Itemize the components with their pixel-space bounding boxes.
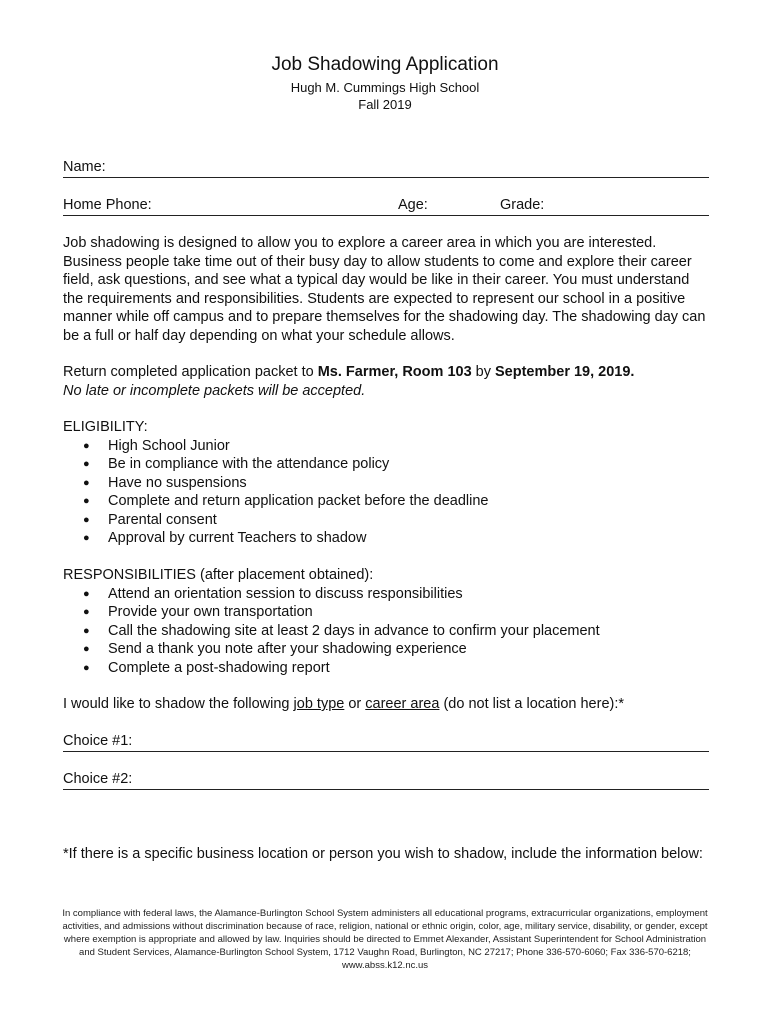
return-instructions	[63, 363, 713, 400]
list-item: ● Complete a post-shadowing report	[63, 659, 713, 678]
school-name: Hugh M. Cummings High School	[290, 80, 480, 95]
career-area-term: career area	[365, 696, 440, 712]
shadow-request	[63, 695, 713, 714]
list-item: ● Complete and return application packet before the deadline	[63, 492, 713, 511]
eligibility-section	[63, 418, 713, 548]
return-recipient: Ms. Farmer, Room 103	[317, 364, 472, 380]
return-deadline: September 19, 2019.	[495, 364, 635, 380]
name-field[interactable]	[63, 157, 709, 178]
page-title: Job Shadowing Application	[271, 54, 499, 75]
list-item: ● High School Junior	[63, 437, 713, 456]
list-item: ● Parental consent	[63, 511, 713, 530]
list-item: ● Be in compliance with the attendance policy	[63, 455, 713, 474]
eligibility-heading: ELIGIBILITY:	[63, 419, 148, 435]
grade-label: Grade:	[500, 197, 545, 213]
responsibilities-heading: RESPONSIBILITIES (after placement obtained):	[63, 567, 374, 583]
job-type-term: job type	[293, 696, 345, 712]
responsibilities-list	[63, 585, 713, 678]
return-prefix: Return completed application packet to	[63, 364, 318, 380]
phone-age-grade-row[interactable]	[63, 195, 709, 216]
age-label: Age:	[398, 197, 428, 213]
late-warning: No late or incomplete packets will be accepted.	[63, 382, 366, 399]
responsibilities-section	[63, 566, 713, 677]
list-item: ● Attend an orientation session to discuss responsibilities	[63, 585, 713, 604]
shadow-request-prefix: I would like to shadow the following	[63, 696, 294, 712]
home-phone-label: Home Phone:	[63, 197, 152, 213]
shadow-request-or: or	[344, 696, 366, 712]
return-by: by	[471, 364, 496, 380]
list-item: ● Have no suspensions	[63, 474, 713, 493]
choice-2-label: Choice #2:	[63, 771, 133, 787]
intro-paragraph: Job shadowing is designed to allow you to explore a career area in which you are interested. Business people take time out of their busy day to allow students to come and explore their career field, ask questions, and see what a typical day would be like in their career. You must understand the requirements and responsibilities. Students are expected to represent our school in a positive manner while off campus and to prepare themselves for the shadowing day. The shadowing day can be a full or half day depending on what your schedule allows.	[63, 235, 706, 344]
list-item: ● Provide your own transportation	[63, 603, 713, 622]
shadow-request-suffix: (do not list a location here):*	[439, 696, 625, 712]
list-item: ● Approval by current Teachers to shadow	[63, 529, 713, 548]
list-item: ● Call the shadowing site at least 2 days in advance to confirm your placement	[63, 622, 713, 641]
name-label: Name:	[63, 159, 106, 175]
eligibility-list	[63, 437, 713, 548]
term-label: Fall 2019	[358, 97, 412, 112]
choice-1-field[interactable]	[63, 731, 709, 752]
list-item: ● Send a thank you note after your shadowing experience	[63, 640, 713, 659]
compliance-footer: In compliance with federal laws, the Alamance-Burlington School System administers all educational programs, extracurricular organizations, employment activities, and admissions without discrimination because of race, religion, national or ethnic origin, color, age, military service, disability, or gender, except where exemption is appropriate and allowed by law. Inquiries should be directed to Emmet Alexander, Assistant Superintendent for School Administration and Student Services, Alamance-Burlington School System, 1712 Vaughn Road, Burlington, NC 27217; Phone 336-570-6060; Fax 336-570-6218; www.abss.k12.nc.us	[62, 908, 708, 971]
choice-1-label: Choice #1:	[63, 733, 133, 749]
choice-2-field[interactable]	[63, 769, 709, 790]
specific-location-note: *If there is a specific business location or person you wish to shadow, include the information below:	[63, 846, 703, 862]
